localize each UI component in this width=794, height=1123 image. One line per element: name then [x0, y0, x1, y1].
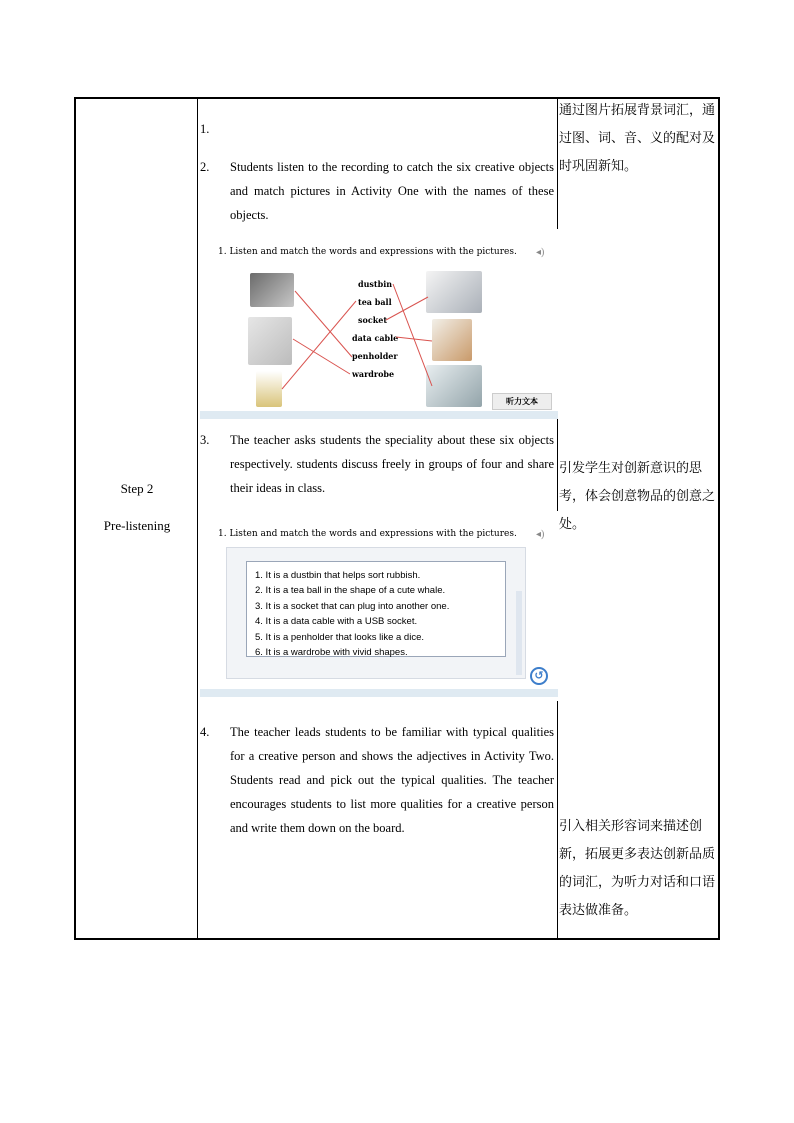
word-label: socket	[358, 315, 388, 325]
step-subtitle: Pre-listening	[103, 518, 171, 533]
matching-lines	[200, 229, 558, 419]
slide-instruction: 1. Listen and match the words and expressions with the pictures.	[218, 247, 517, 257]
match-line	[386, 297, 428, 320]
list-item: 3. The teacher asks students the speciality about these six objects respectively. students discuss freely in groups of four and share their ideas in class.	[200, 433, 554, 495]
list-item: 4. The teacher leads students to be familiar with typical qualities for a creative person and shows the adjectives in Activity Two. Students read and pick out the typical qualities. The teacher encourages students to list more qualities for a creative person and write them down on the board.	[200, 725, 554, 835]
slide-instruction: 1. Listen and match the words and expressions with the pictures.	[218, 529, 517, 539]
step-title: Step 2	[120, 481, 154, 496]
speaker-icon: ◂)	[536, 247, 545, 258]
match-line	[295, 291, 352, 357]
matching-slide	[200, 229, 558, 419]
word-label: dustbin	[358, 279, 393, 289]
slide-bar	[200, 411, 558, 419]
match-line	[282, 301, 356, 389]
slide-bar	[200, 689, 558, 697]
list-item: 1.	[200, 122, 210, 136]
sentence-list	[246, 561, 506, 657]
sentence-item: 6. It is a wardrobe with vivid shapes.	[255, 647, 408, 659]
word-label: penholder	[352, 351, 398, 361]
sentence-item: 5. It is a penholder that looks like a dice.	[255, 631, 424, 643]
sentence-item: 2. It is a tea ball in the shape of a cute whale.	[255, 585, 446, 597]
sentence-item: 1. It is a dustbin that helps sort rubbish.	[255, 570, 421, 581]
list-item: 2. Students listen to the recording to catch the six creative objects and match pictures in Activity One with the names of these objects.	[200, 160, 554, 222]
word-label: tea ball	[358, 297, 392, 307]
design-note: 引入相关形容词来描述创新，拓展更多表达创新品质的词汇，为听力对话和口语表达做准备。	[559, 819, 716, 918]
lesson-table	[74, 97, 720, 940]
speaker-icon: ◂)	[536, 529, 545, 540]
design-note: 通过图片拓展背景词汇，通过图、词、音、义的配对及时巩固新知。	[559, 103, 716, 174]
scrollbar[interactable]	[516, 591, 522, 675]
sentences-slide	[200, 511, 558, 701]
sentence-item: 3. It is a socket that can plug into another one.	[255, 600, 450, 612]
match-line	[393, 284, 432, 386]
design-note: 引发学生对创新意识的思考，体会创意物品的创意之处。	[559, 461, 716, 532]
back-icon[interactable]: ↺	[530, 667, 548, 685]
word-label: data cable	[352, 333, 399, 343]
listening-text-button[interactable]: 听力文本	[492, 393, 552, 410]
sentence-item: 4. It is a data cable with a USB socket.	[255, 616, 418, 628]
word-label: wardrobe	[352, 369, 395, 379]
